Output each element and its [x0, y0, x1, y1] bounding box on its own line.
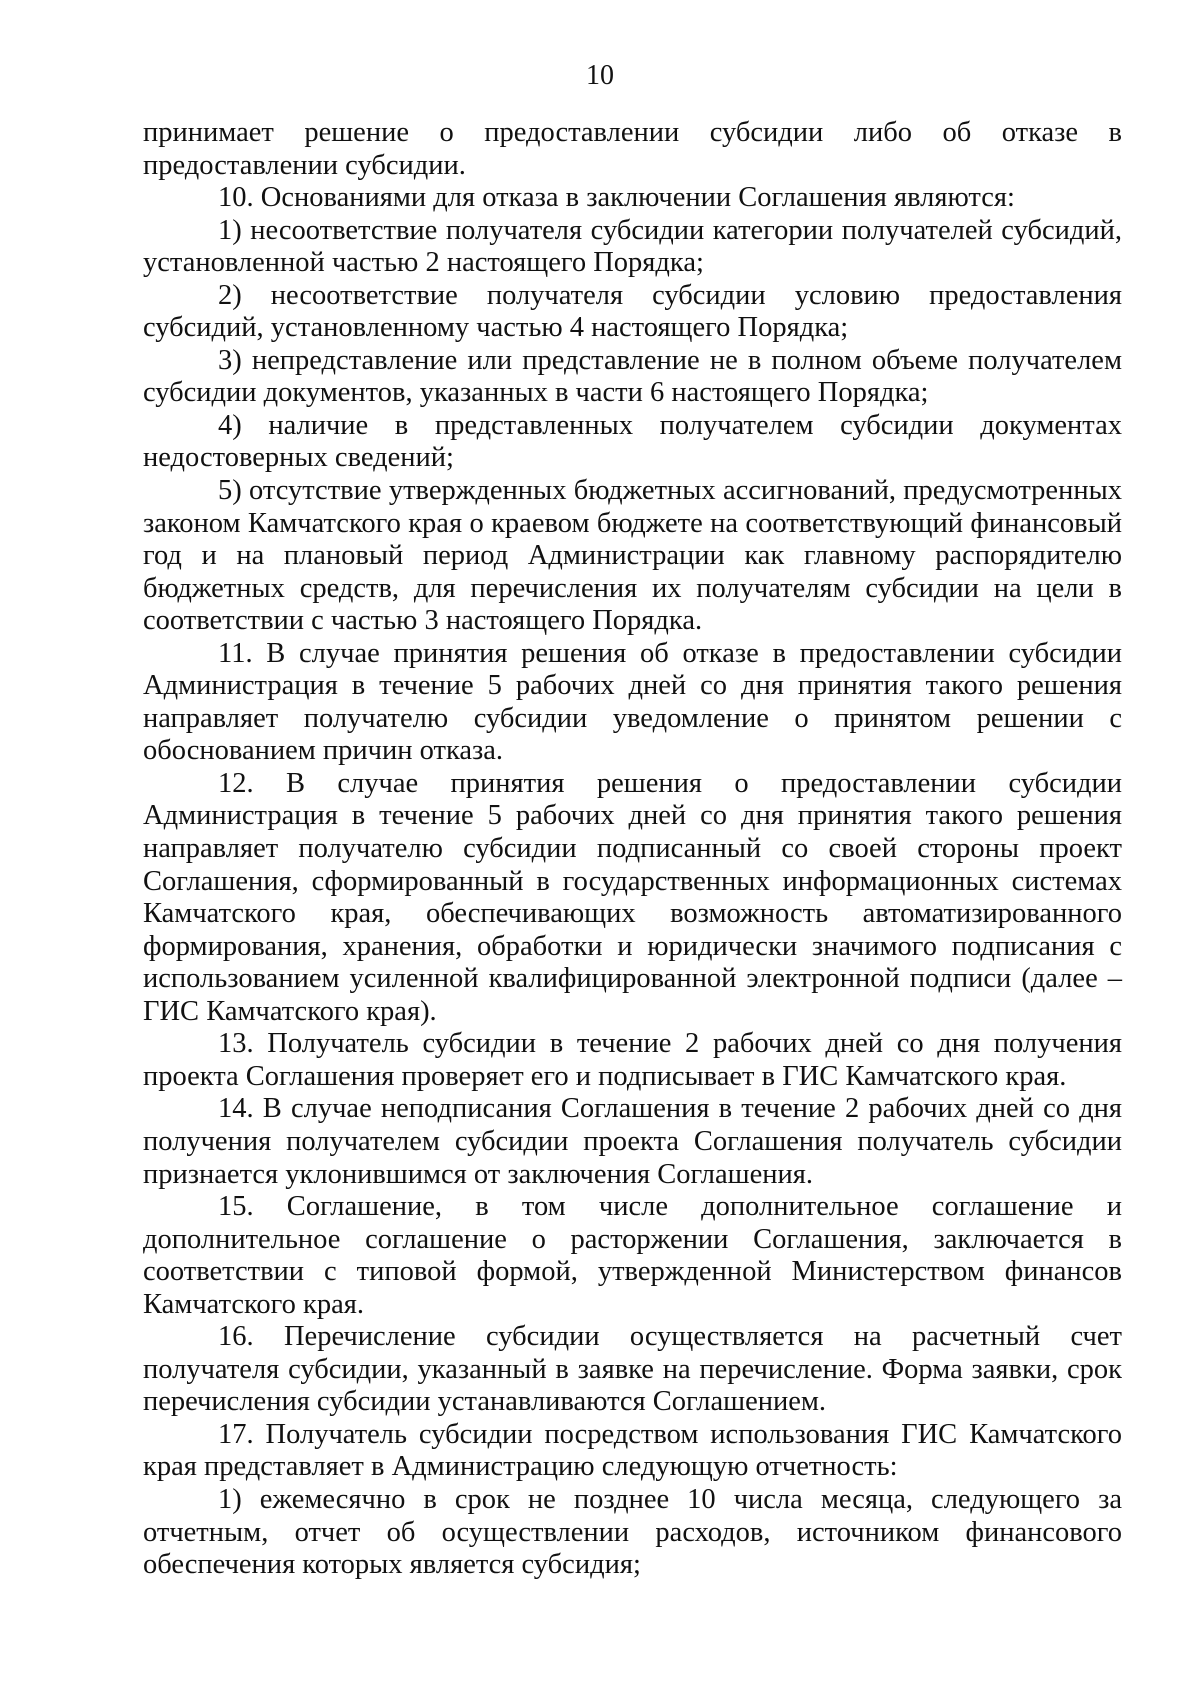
paragraph: 14. В случае неподписания Соглашения в течение 2 рабочих дней со дня получения получателем субсидии проекта Соглашения получатель субсидии признается уклонившимся от заключения Соглашения.: [143, 1093, 1122, 1190]
paragraph: принимает решение о предоставлении субсидии либо об отказе в предоставлении субсидии.: [143, 117, 1122, 181]
paragraph: 17. Получатель субсидии посредством использования ГИС Камчатского края представляет в Администрацию следующую отчетность:: [143, 1418, 1122, 1483]
paragraph: 11. В случае принятия решения об отказе в предоставлении субсидии Администрация в течение 5 рабочих дней со дня принятия такого решения направляет получателю субсидии уведомление о принятом решении с обоснованием причин отказа.: [143, 637, 1122, 767]
document-body: [143, 117, 1122, 1582]
paragraph: 1) несоответствие получателя субсидии категории получателей субсидий, установленной частью 2 настоящего Порядка;: [143, 214, 1122, 279]
paragraph: 16. Перечисление субсидии осуществляется на расчетный счет получателя субсидии, указанный в заявке на перечисление. Форма заявки, срок перечисления субсидии устанавливаются Соглашением.: [143, 1321, 1122, 1418]
paragraph: 4) наличие в представленных получателем субсидии документах недостоверных сведений;: [143, 409, 1122, 474]
paragraph: 10. Основаниями для отказа в заключении Соглашения являются:: [218, 182, 1015, 214]
paragraph: 5) отсутствие утвержденных бюджетных ассигнований, предусмотренных законом Камчатского края о краевом бюджете на соответствующий финансовый год и на плановый период Администрации как главному распорядителю бюджетных средств, для перечисления их получателям субсидии на цели в соответствии с частью 3 настоящего Порядка.: [143, 475, 1122, 637]
paragraph: 2) несоответствие получателя субсидии условию предоставления субсидий, установленному частью 4 настоящего Порядка;: [143, 279, 1122, 344]
paragraph: 1) ежемесячно в срок не позднее 10 числа месяца, следующего за отчетным, отчет об осуществлении расходов, источником финансового обеспечения которых является субсидия;: [143, 1483, 1122, 1581]
paragraph: 3) непредставление или представление не в полном объеме получателем субсидии документов, указанных в части 6 настоящего Порядка;: [143, 344, 1122, 409]
paragraph: 13. Получатель субсидии в течение 2 рабочих дней со дня получения проекта Соглашения проверяет его и подписывает в ГИС Камчатского края.: [143, 1028, 1122, 1092]
paragraph: 15. Соглашение, в том числе дополнительное соглашение и дополнительное соглашение о расторжении Соглашения, заключается в соответствии с типовой формой, утвержденной Министерством финансов Камчатского края.: [143, 1191, 1122, 1320]
page-number: 10: [586, 60, 614, 91]
paragraph: 12. В случае принятия решения о предоставлении субсидии Администрация в течение 5 рабочих дней со дня принятия такого решения направляет получателю субсидии подписанный со своей стороны проект Соглашения, сформированный в государственных информационных системах Камчатского края, обеспечивающих возможность автоматизированного формирования, хранения, обработки и юридически значимого подписания с использованием усиленной квалифицированной электронной подписи (далее – ГИС Камчатского края).: [143, 767, 1122, 1027]
